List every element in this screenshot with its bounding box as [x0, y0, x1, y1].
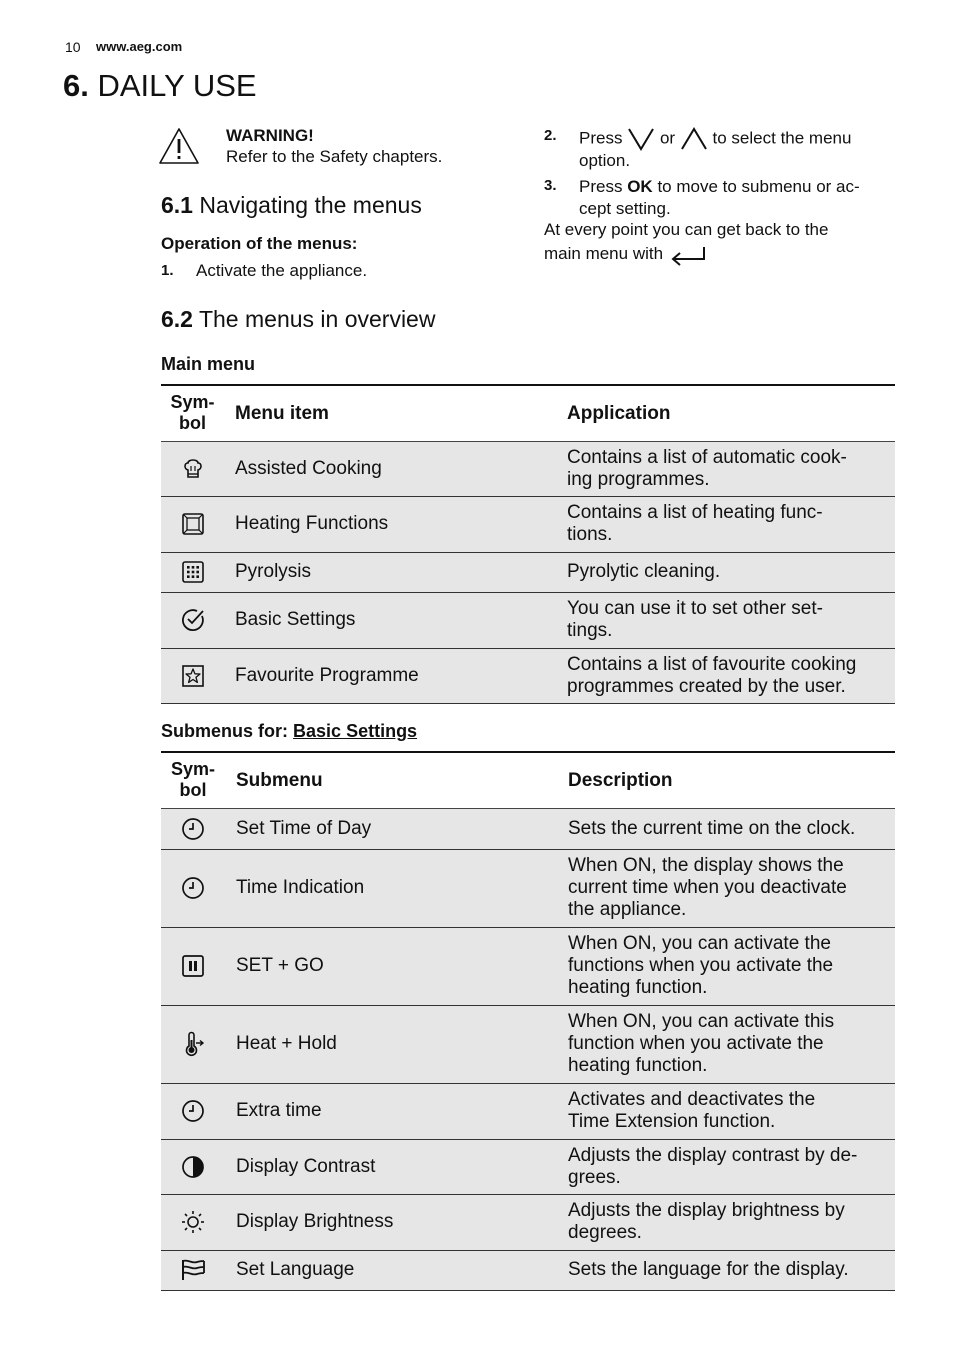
- back-arrow-icon: [668, 244, 710, 266]
- submenu-label: Display Brightness: [236, 1211, 394, 1232]
- step-2-text: Press or to select the menu: [579, 127, 851, 151]
- submenu-label: Set Time of Day: [236, 817, 372, 839]
- submenu-label: Time Indication: [236, 877, 365, 898]
- menu-item-label: Assisted Cooking: [235, 457, 382, 479]
- clock-icon: [181, 817, 205, 841]
- website-url: www.aeg.com: [96, 39, 183, 54]
- step-2-number: 2.: [544, 127, 557, 144]
- main-menu-table: [161, 384, 895, 704]
- table-row: [161, 1250, 895, 1290]
- submenu-label: Display Contrast: [236, 1155, 376, 1177]
- chapter-title: DAILY USE: [97, 68, 257, 103]
- page-title: [63, 68, 257, 104]
- submenu-label: SET + GO: [236, 955, 324, 976]
- menu-item-label: Basic Settings: [235, 609, 356, 630]
- table-row: [161, 849, 895, 927]
- submenu-description: Activates and deactivates the Time Extension function.: [568, 1089, 816, 1132]
- step-3-text-line2: cept setting.: [579, 199, 671, 218]
- back-note-line1: At every point you can get back to the: [544, 220, 829, 239]
- step-1-number: 1.: [161, 262, 174, 279]
- contrast-icon: [181, 1155, 205, 1179]
- table-row: [161, 441, 895, 496]
- table-row: [161, 592, 895, 648]
- submenu-table: [161, 751, 895, 1291]
- submenu-description: When ON, you can activate this function when you activate the heating function.: [568, 1011, 835, 1076]
- chapter-number: 6.: [63, 68, 89, 103]
- submenu-label: Extra time: [236, 1100, 322, 1121]
- menu-item-application: Contains a list of heating func- tions.: [567, 502, 823, 545]
- table-row: [161, 496, 895, 552]
- submenu-description: When ON, the display shows the current time when you deactivate the appliance.: [568, 855, 847, 920]
- table-row: [161, 808, 895, 849]
- step-2-text-line2: option.: [579, 151, 631, 170]
- step-3-text: Press OK to move to submenu or ac-: [579, 177, 860, 196]
- submenu-description: Sets the language for the display.: [568, 1259, 849, 1280]
- section-heading-6-2: 6.2 The menus in overview: [161, 306, 436, 332]
- table-row: [161, 927, 895, 1005]
- menu-item-application: Contains a list of favourite cooking programmes created by the user.: [567, 653, 857, 697]
- chef-hat-icon: [181, 457, 205, 481]
- star-box-icon: [181, 664, 205, 688]
- clock-icon: [181, 1099, 205, 1123]
- submenu-description: Adjusts the display contrast by de- grees.: [568, 1144, 858, 1188]
- menu-item-application: Pyrolytic cleaning.: [567, 561, 721, 582]
- page-number: 10: [65, 39, 81, 55]
- submenu-label: Heat + Hold: [236, 1033, 337, 1054]
- submenu-description: When ON, you can activate the functions when you activate the heating function.: [568, 933, 834, 998]
- table-row: [161, 1139, 895, 1194]
- column-header-menu-item: Menu item: [235, 402, 329, 424]
- step-3-number: 3.: [544, 177, 557, 194]
- menu-item-label: Favourite Programme: [235, 664, 419, 686]
- submenu-label: Set Language: [236, 1259, 355, 1280]
- down-arrow-icon: [627, 127, 655, 151]
- menu-item-application: Contains a list of automatic cook- ing programmes.: [567, 446, 847, 490]
- flag-icon: [180, 1258, 206, 1282]
- check-circle-icon: [180, 607, 206, 633]
- pause-box-icon: [181, 954, 205, 978]
- column-header-symbol: Sym- bol: [170, 392, 215, 434]
- section-heading-6-1: 6.1 Navigating the menus: [161, 192, 422, 218]
- menu-item-label: Heating Functions: [235, 513, 389, 534]
- pyrolysis-grid-icon: [181, 560, 205, 584]
- basic-settings-link[interactable]: Basic Settings: [293, 721, 418, 741]
- table-row: [161, 1083, 895, 1139]
- column-header-symbol: Sym- bol: [170, 759, 215, 801]
- up-arrow-icon: [680, 127, 708, 151]
- column-header-description: Description: [568, 769, 673, 791]
- submenu-description: Adjusts the display brightness by degrees.: [568, 1200, 845, 1243]
- operation-subheading: Operation of the menus:: [161, 234, 358, 253]
- clock-icon: [181, 876, 205, 900]
- thermometer-icon: [181, 1031, 205, 1057]
- sun-icon: [180, 1209, 206, 1235]
- table-row: [161, 552, 895, 592]
- menu-item-label: Pyrolysis: [235, 561, 312, 582]
- submenu-description: Sets the current time on the clock.: [568, 817, 856, 839]
- table-row: [161, 1005, 895, 1083]
- step-1-text: Activate the appliance.: [196, 261, 368, 280]
- table-row: [161, 1194, 895, 1250]
- warning-text: Refer to the Safety chapters.: [226, 147, 443, 166]
- submenu-heading: Submenus for: Basic Settings: [161, 721, 418, 741]
- ok-key: OK: [627, 177, 653, 196]
- oven-icon: [181, 512, 205, 536]
- table-row: [161, 648, 895, 703]
- column-header-submenu: Submenu: [236, 769, 323, 791]
- column-header-application: Application: [567, 402, 671, 424]
- warning-triangle-icon: [158, 126, 200, 166]
- warning-title: WARNING!: [226, 126, 314, 145]
- back-note-line2: main menu with: [544, 243, 710, 266]
- main-menu-heading: Main menu: [161, 354, 256, 374]
- menu-item-application: You can use it to set other set- tings.: [567, 598, 823, 641]
